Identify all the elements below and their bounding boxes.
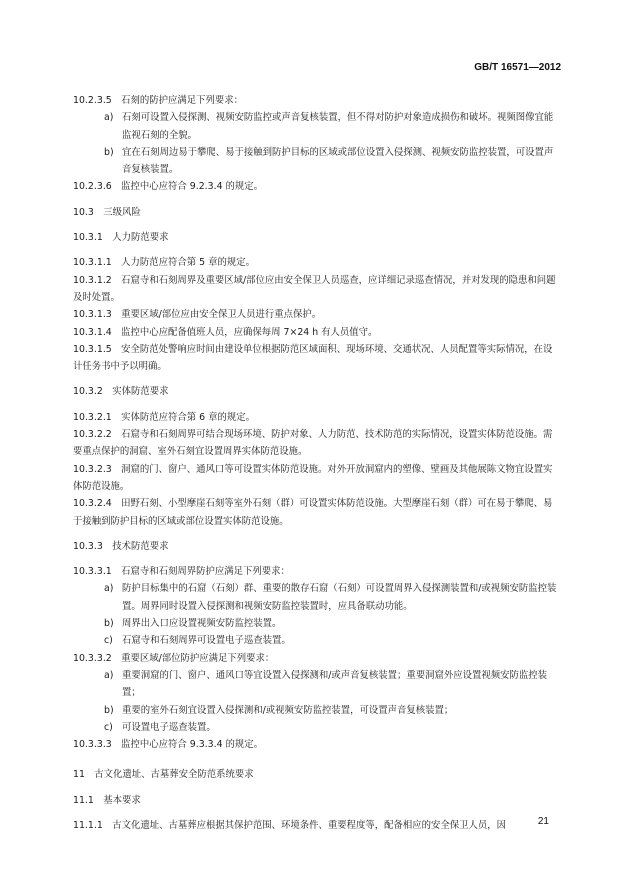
spacer	[73, 555, 561, 563]
list-marker: b)	[104, 704, 114, 716]
spacer	[73, 530, 561, 538]
list-item	[73, 580, 561, 615]
page-number: 21	[537, 816, 549, 827]
list-item-text: 石刻可设置入侵探测、视频安防监控或声音复核装置，但不得对防护对象造成损伤和破坏。视频图像宜能监视石刻的全貌。	[122, 112, 554, 141]
spacer	[73, 246, 561, 254]
list-item-text: 石窟寺和石刻周界可设置电子巡查装置。	[122, 635, 291, 647]
spacer	[73, 809, 561, 817]
list-marker: c)	[104, 635, 113, 647]
list-item-text: 防护目标集中的石窟（石刻）群、重要的散存石窟（石刻）可设置周界入侵探测装置和/或视频安防监控装置。周界同时设置入侵探测和视频安防监控装置时，应具备联动功能。	[122, 583, 557, 612]
list-item	[73, 667, 561, 702]
clause-paragraph: 10.3.2.3 洞窟的门、窗户、通风口等可设置实体防范设施。对外开放洞窟内的塑像、壁画及其他展陈文物宜设置实体防范设施。	[73, 463, 553, 492]
spacer	[73, 784, 561, 792]
clause-paragraph: 10.3.1 人力防范要求	[73, 232, 169, 244]
list-marker: a)	[104, 112, 114, 124]
list-marker: c)	[104, 721, 113, 733]
list-marker: a)	[104, 583, 114, 595]
spacer	[73, 401, 561, 409]
clause-paragraph: 10.3.3.1 石窟寺和石刻周界防护应满足下列要求：	[73, 566, 290, 578]
spacer	[73, 753, 561, 761]
spacer	[73, 221, 561, 229]
standard-number-header: GB/T 16571—2012	[474, 62, 561, 73]
clause-paragraph: 10.3.1.1 人力防范应符合第 5 章的规定。	[73, 257, 255, 269]
list-marker: a)	[104, 669, 114, 681]
clause-paragraph: 10.3 三级风险	[73, 206, 141, 218]
list-item-text: 周界出入口应设置视频安防监控装置。	[122, 618, 282, 630]
list-item	[73, 632, 561, 649]
clause-paragraph: 10.3.2.2 石窟寺和石刻周界可结合现场环境、防护对象、人力防范、技术防范的实际情况，设置实体防范设施。需要重点保护的洞窟、室外石刻宜设置周界实体防范设施。	[73, 429, 553, 458]
spacer	[73, 196, 561, 204]
clause-paragraph: 10.3.3.3 监控中心应符合 9.3.3.4 的规定。	[73, 739, 264, 751]
clause-paragraph: 10.3.2.1 实体防范应符合第 6 章的规定。	[73, 411, 255, 423]
list-marker: b)	[104, 146, 114, 158]
list-item-text: 宜在石刻周边易于攀爬、易于接触到防护目标的区域或部位设置入侵探测、视频安防监控装置，可设置声音复核装置。	[122, 146, 554, 176]
clause-paragraph: 11.1 基本要求	[73, 794, 141, 806]
list-item	[73, 702, 561, 719]
clause-paragraph: 11.1.1 古文化遗址、古墓葬应根据其保护范围、环境条件、重要程度等，配备相应的安全保卫人员，因	[73, 819, 506, 831]
list-item	[73, 719, 561, 736]
clause-paragraph: 11 古文化遗址、古墓葬安全防范系统要求	[73, 769, 254, 781]
clause-paragraph: 10.3.1.5 安全防范处警响应时间由建设单位根据防范区域面积、现场环境、交通状况、人员配置等实际情况，在设计任务书中予以明确。	[73, 343, 553, 373]
spacer	[73, 375, 561, 383]
clause-paragraph: 10.3.1.4 监控中心应配备值班人员，应确保每周 7×24 h 有人员值守。	[73, 326, 378, 338]
clause-paragraph: 10.3.2.4 田野石刻、小型摩崖石刻等室外石刻（群）可设置实体防范设施。大型摩崖石刻（群）可在易于攀爬、易于接触到防护目标的区域或部位设置实体防范设施。	[73, 498, 553, 527]
clause-paragraph: 10.3.1.3 重要区域/部位应由安全保卫人员进行重点保护。	[73, 309, 322, 321]
clause-paragraph: 10.3.3 技术防范要求	[73, 540, 169, 552]
document-body	[73, 92, 561, 834]
list-item-text: 可设置电子巡查装置。	[122, 721, 216, 733]
clause-paragraph: 10.2.3.5 石刻的防护应满足下列要求：	[73, 95, 244, 106]
clause-paragraph: 10.2.3.6 监控中心应符合 9.2.3.4 的规定。	[73, 181, 264, 193]
list-item-text: 重要洞窟的门、窗户、通风口等宜设置入侵探测和/或声音复核装置；重要洞窟外应设置视频安防监控装置；	[122, 669, 548, 699]
list-item	[73, 109, 561, 144]
list-item-text: 重要的室外石刻宜设置入侵探测和/或视频安防监控装置，可设置声音复核装置；	[122, 704, 454, 716]
clause-paragraph: 10.3.1.2 石窟寺和石刻周界及重要区域/部位应由安全保卫人员巡查，应详细记录巡查情况，并对发现的隐患和问题及时处置。	[73, 274, 556, 303]
clause-paragraph: 10.3.3.2 重要区域/部位防护应满足下列要求：	[73, 652, 275, 664]
list-item	[73, 615, 561, 632]
list-marker: b)	[104, 618, 114, 630]
list-item	[73, 144, 561, 179]
clause-paragraph: 10.3.2 实体防范要求	[73, 386, 169, 398]
